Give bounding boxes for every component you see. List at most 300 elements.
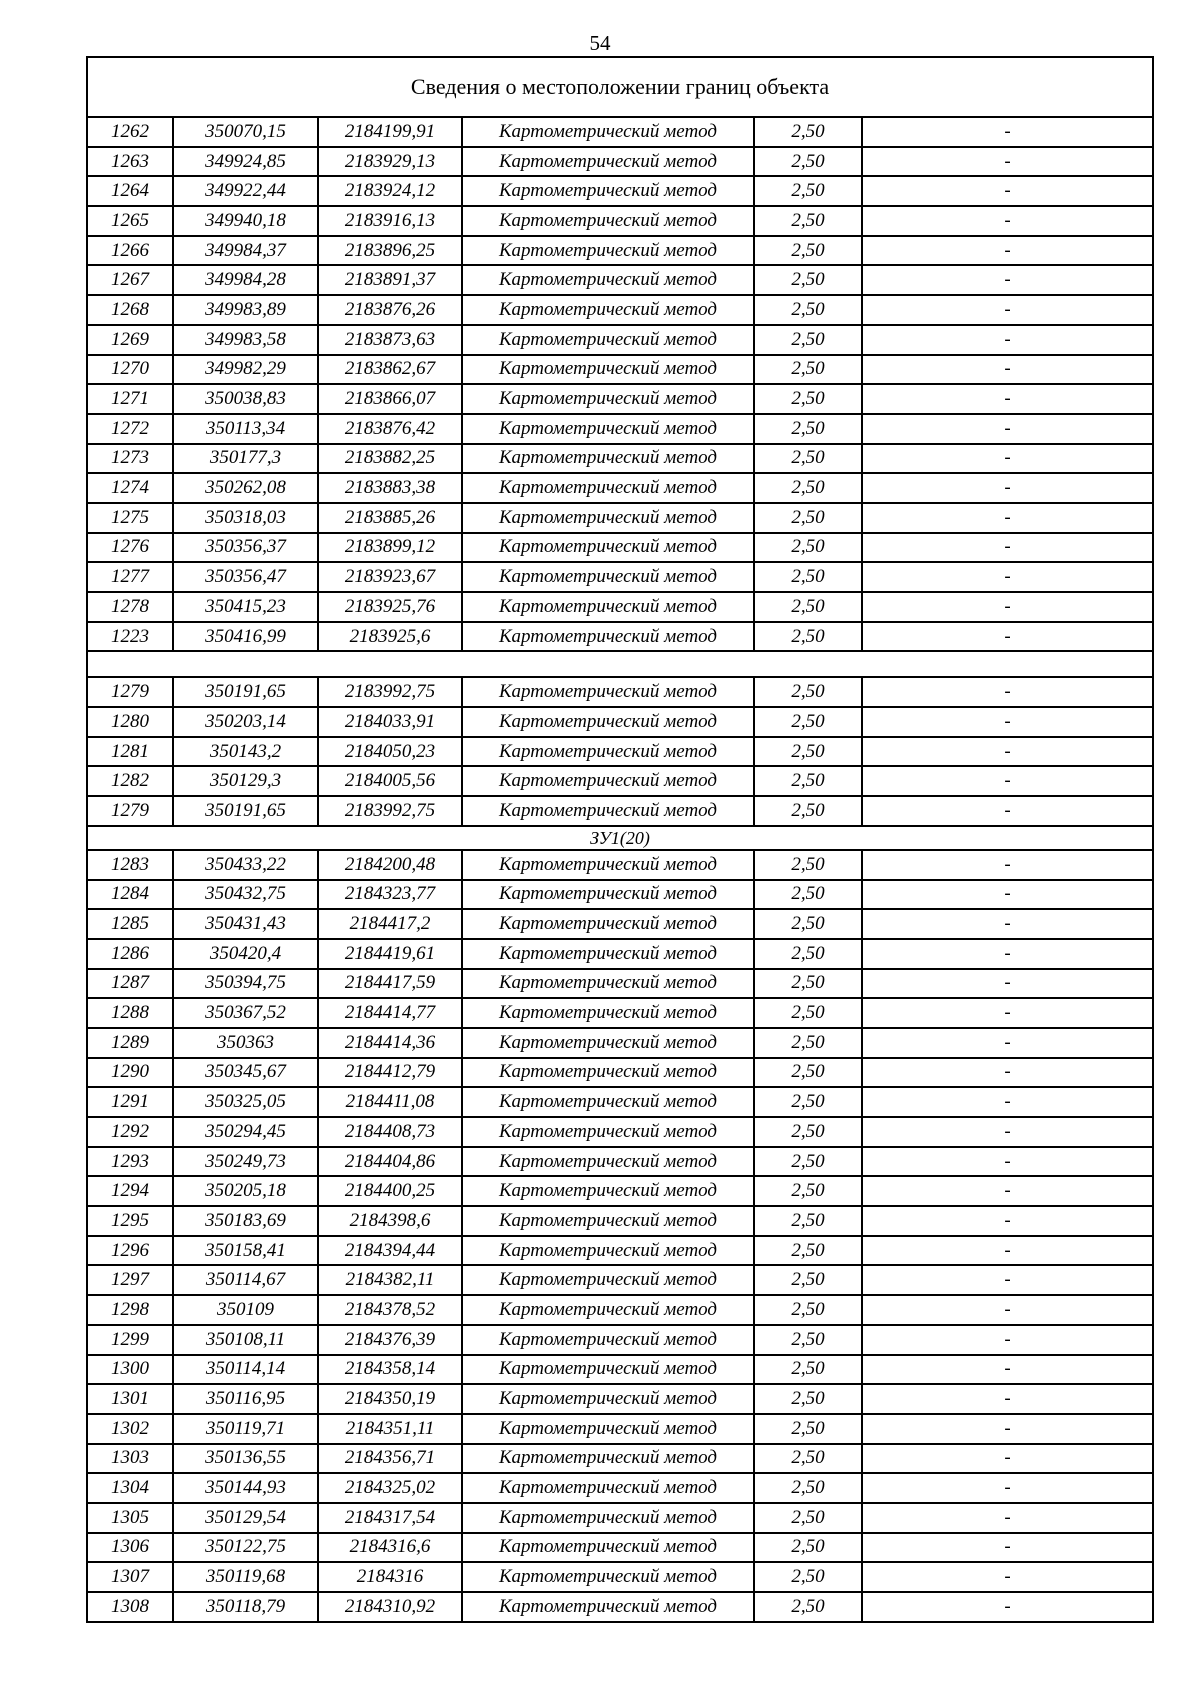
- point-number-cell: 1264: [87, 176, 173, 206]
- x-coordinate-cell: 350114,14: [173, 1355, 318, 1385]
- method-cell: Картометрический метод: [462, 1265, 754, 1295]
- table-row: [87, 562, 1153, 592]
- accuracy-cell: 2,50: [754, 1295, 862, 1325]
- y-coordinate-cell: 2184414,77: [318, 998, 462, 1028]
- method-cell: Картометрический метод: [462, 503, 754, 533]
- x-coordinate-cell: 350129,54: [173, 1503, 318, 1533]
- accuracy-cell: 2,50: [754, 206, 862, 236]
- description-cell: -: [862, 265, 1153, 295]
- accuracy-cell: 2,50: [754, 325, 862, 355]
- point-number-cell: 1293: [87, 1147, 173, 1177]
- description-cell: -: [862, 1147, 1153, 1177]
- table-row: [87, 1473, 1153, 1503]
- y-coordinate-cell: 2183891,37: [318, 265, 462, 295]
- description-cell: -: [862, 384, 1153, 414]
- y-coordinate-cell: 2184417,59: [318, 969, 462, 999]
- description-cell: -: [862, 622, 1153, 652]
- description-cell: -: [862, 444, 1153, 474]
- table-row: [87, 1384, 1153, 1414]
- method-cell: Картометрический метод: [462, 562, 754, 592]
- table-row: [87, 1176, 1153, 1206]
- y-coordinate-cell: 2184404,86: [318, 1147, 462, 1177]
- x-coordinate-cell: 349984,37: [173, 236, 318, 266]
- x-coordinate-cell: 350119,68: [173, 1562, 318, 1592]
- y-coordinate-cell: 2184317,54: [318, 1503, 462, 1533]
- method-cell: Картометрический метод: [462, 1355, 754, 1385]
- description-cell: -: [862, 1562, 1153, 1592]
- description-cell: -: [862, 1295, 1153, 1325]
- point-number-cell: 1279: [87, 796, 173, 826]
- table-row: [87, 295, 1153, 325]
- description-cell: -: [862, 147, 1153, 177]
- x-coordinate-cell: 350119,71: [173, 1414, 318, 1444]
- point-number-cell: 1270: [87, 355, 173, 385]
- table-row: [87, 414, 1153, 444]
- accuracy-cell: 2,50: [754, 1473, 862, 1503]
- method-cell: Картометрический метод: [462, 592, 754, 622]
- y-coordinate-cell: 2184408,73: [318, 1117, 462, 1147]
- accuracy-cell: 2,50: [754, 562, 862, 592]
- table-row: [87, 1028, 1153, 1058]
- table-row: [87, 1087, 1153, 1117]
- x-coordinate-cell: 350113,34: [173, 414, 318, 444]
- y-coordinate-cell: 2184316,6: [318, 1533, 462, 1563]
- y-coordinate-cell: 2184400,25: [318, 1176, 462, 1206]
- method-cell: Картометрический метод: [462, 265, 754, 295]
- table-row: [87, 622, 1153, 652]
- method-cell: Картометрический метод: [462, 1236, 754, 1266]
- y-coordinate-cell: 2184310,92: [318, 1592, 462, 1622]
- y-coordinate-cell: 2184199,91: [318, 117, 462, 147]
- x-coordinate-cell: 350144,93: [173, 1473, 318, 1503]
- method-cell: Картометрический метод: [462, 1414, 754, 1444]
- accuracy-cell: 2,50: [754, 533, 862, 563]
- accuracy-cell: 2,50: [754, 1058, 862, 1088]
- x-coordinate-cell: 350415,23: [173, 592, 318, 622]
- table-row: [87, 1058, 1153, 1088]
- table-row: [87, 737, 1153, 767]
- method-cell: Картометрический метод: [462, 1503, 754, 1533]
- y-coordinate-cell: 2183925,6: [318, 622, 462, 652]
- y-coordinate-cell: 2184356,71: [318, 1444, 462, 1474]
- point-number-cell: 1271: [87, 384, 173, 414]
- description-cell: -: [862, 737, 1153, 767]
- description-cell: -: [862, 176, 1153, 206]
- x-coordinate-cell: 349940,18: [173, 206, 318, 236]
- description-cell: -: [862, 1206, 1153, 1236]
- x-coordinate-cell: 350367,52: [173, 998, 318, 1028]
- method-cell: Картометрический метод: [462, 1176, 754, 1206]
- point-number-cell: 1301: [87, 1384, 173, 1414]
- table-row: [87, 176, 1153, 206]
- point-number-cell: 1290: [87, 1058, 173, 1088]
- table-row: [87, 384, 1153, 414]
- description-cell: -: [862, 355, 1153, 385]
- method-cell: Картометрический метод: [462, 1384, 754, 1414]
- table-row: [87, 1206, 1153, 1236]
- method-cell: Картометрический метод: [462, 707, 754, 737]
- method-cell: Картометрический метод: [462, 1058, 754, 1088]
- y-coordinate-cell: 2183866,07: [318, 384, 462, 414]
- table-row: [87, 707, 1153, 737]
- y-coordinate-cell: 2184382,11: [318, 1265, 462, 1295]
- description-cell: -: [862, 1236, 1153, 1266]
- point-number-cell: 1305: [87, 1503, 173, 1533]
- table-row: [87, 236, 1153, 266]
- description-cell: -: [862, 766, 1153, 796]
- accuracy-cell: 2,50: [754, 1087, 862, 1117]
- point-number-cell: 1297: [87, 1265, 173, 1295]
- y-coordinate-cell: 2183876,42: [318, 414, 462, 444]
- accuracy-cell: 2,50: [754, 444, 862, 474]
- accuracy-cell: 2,50: [754, 677, 862, 707]
- point-number-cell: 1282: [87, 766, 173, 796]
- accuracy-cell: 2,50: [754, 707, 862, 737]
- table-row: [87, 1236, 1153, 1266]
- point-number-cell: 1274: [87, 473, 173, 503]
- accuracy-cell: 2,50: [754, 998, 862, 1028]
- method-cell: Картометрический метод: [462, 677, 754, 707]
- x-coordinate-cell: 350363: [173, 1028, 318, 1058]
- description-cell: -: [862, 503, 1153, 533]
- y-coordinate-cell: 2184351,11: [318, 1414, 462, 1444]
- accuracy-cell: 2,50: [754, 909, 862, 939]
- y-coordinate-cell: 2183924,12: [318, 176, 462, 206]
- description-cell: -: [862, 1058, 1153, 1088]
- y-coordinate-cell: 2183873,63: [318, 325, 462, 355]
- description-cell: -: [862, 1384, 1153, 1414]
- y-coordinate-cell: 2184412,79: [318, 1058, 462, 1088]
- description-cell: -: [862, 562, 1153, 592]
- description-cell: -: [862, 1176, 1153, 1206]
- table-row: [87, 766, 1153, 796]
- y-coordinate-cell: 2184378,52: [318, 1295, 462, 1325]
- x-coordinate-cell: 350114,67: [173, 1265, 318, 1295]
- description-cell: -: [862, 850, 1153, 880]
- x-coordinate-cell: 350345,67: [173, 1058, 318, 1088]
- method-cell: Картометрический метод: [462, 622, 754, 652]
- description-cell: -: [862, 1473, 1153, 1503]
- accuracy-cell: 2,50: [754, 1265, 862, 1295]
- y-coordinate-cell: 2184414,36: [318, 1028, 462, 1058]
- description-cell: -: [862, 880, 1153, 910]
- table-row: [87, 503, 1153, 533]
- description-cell: -: [862, 1355, 1153, 1385]
- accuracy-cell: 2,50: [754, 1206, 862, 1236]
- accuracy-cell: 2,50: [754, 1236, 862, 1266]
- y-coordinate-cell: 2184033,91: [318, 707, 462, 737]
- separator-cell: [87, 651, 1153, 677]
- table-row: [87, 880, 1153, 910]
- point-number-cell: 1267: [87, 265, 173, 295]
- x-coordinate-cell: 350416,99: [173, 622, 318, 652]
- table-row: [87, 1503, 1153, 1533]
- x-coordinate-cell: 350136,55: [173, 1444, 318, 1474]
- method-cell: Картометрический метод: [462, 147, 754, 177]
- y-coordinate-cell: 2184350,19: [318, 1384, 462, 1414]
- table-row: [87, 1147, 1153, 1177]
- x-coordinate-cell: 350205,18: [173, 1176, 318, 1206]
- table-row: [87, 1562, 1153, 1592]
- x-coordinate-cell: 350122,75: [173, 1533, 318, 1563]
- x-coordinate-cell: 350432,75: [173, 880, 318, 910]
- point-number-cell: 1302: [87, 1414, 173, 1444]
- method-cell: Картометрический метод: [462, 939, 754, 969]
- x-coordinate-cell: 349924,85: [173, 147, 318, 177]
- method-cell: Картометрический метод: [462, 766, 754, 796]
- y-coordinate-cell: 2183992,75: [318, 796, 462, 826]
- x-coordinate-cell: 350356,37: [173, 533, 318, 563]
- accuracy-cell: 2,50: [754, 473, 862, 503]
- method-cell: Картометрический метод: [462, 1087, 754, 1117]
- x-coordinate-cell: 350177,3: [173, 444, 318, 474]
- y-coordinate-cell: 2184417,2: [318, 909, 462, 939]
- table-row: [87, 1533, 1153, 1563]
- method-cell: Картометрический метод: [462, 384, 754, 414]
- description-cell: -: [862, 1414, 1153, 1444]
- table-row: [87, 939, 1153, 969]
- y-coordinate-cell: 2183923,67: [318, 562, 462, 592]
- point-number-cell: 1223: [87, 622, 173, 652]
- y-coordinate-cell: 2183899,12: [318, 533, 462, 563]
- point-number-cell: 1304: [87, 1473, 173, 1503]
- point-number-cell: 1298: [87, 1295, 173, 1325]
- y-coordinate-cell: 2183925,76: [318, 592, 462, 622]
- description-cell: -: [862, 1444, 1153, 1474]
- point-number-cell: 1268: [87, 295, 173, 325]
- point-number-cell: 1276: [87, 533, 173, 563]
- point-number-cell: 1291: [87, 1087, 173, 1117]
- y-coordinate-cell: 2184358,14: [318, 1355, 462, 1385]
- x-coordinate-cell: 350356,47: [173, 562, 318, 592]
- x-coordinate-cell: 350262,08: [173, 473, 318, 503]
- y-coordinate-cell: 2184050,23: [318, 737, 462, 767]
- x-coordinate-cell: 349922,44: [173, 176, 318, 206]
- accuracy-cell: 2,50: [754, 1028, 862, 1058]
- method-cell: Картометрический метод: [462, 1444, 754, 1474]
- point-number-cell: 1308: [87, 1592, 173, 1622]
- description-cell: -: [862, 1503, 1153, 1533]
- x-coordinate-cell: 350109: [173, 1295, 318, 1325]
- point-number-cell: 1289: [87, 1028, 173, 1058]
- accuracy-cell: 2,50: [754, 1384, 862, 1414]
- accuracy-cell: 2,50: [754, 969, 862, 999]
- table-row: [87, 998, 1153, 1028]
- y-coordinate-cell: 2184323,77: [318, 880, 462, 910]
- accuracy-cell: 2,50: [754, 850, 862, 880]
- accuracy-cell: 2,50: [754, 355, 862, 385]
- table-row: [87, 796, 1153, 826]
- point-number-cell: 1296: [87, 1236, 173, 1266]
- table-row: [87, 1325, 1153, 1355]
- accuracy-cell: 2,50: [754, 295, 862, 325]
- description-cell: -: [862, 796, 1153, 826]
- method-cell: Картометрический метод: [462, 850, 754, 880]
- y-coordinate-cell: 2184316: [318, 1562, 462, 1592]
- description-cell: -: [862, 677, 1153, 707]
- section-label: ЗУ1(20): [87, 826, 1153, 850]
- y-coordinate-cell: 2184411,08: [318, 1087, 462, 1117]
- accuracy-cell: 2,50: [754, 880, 862, 910]
- y-coordinate-cell: 2184398,6: [318, 1206, 462, 1236]
- method-cell: Картометрический метод: [462, 909, 754, 939]
- separator-row: [87, 651, 1153, 677]
- method-cell: Картометрический метод: [462, 1325, 754, 1355]
- description-cell: -: [862, 998, 1153, 1028]
- point-number-cell: 1306: [87, 1533, 173, 1563]
- table-row: [87, 147, 1153, 177]
- point-number-cell: 1266: [87, 236, 173, 266]
- description-cell: -: [862, 206, 1153, 236]
- table-row: [87, 1592, 1153, 1622]
- table-title: Сведения о местоположении границ объекта: [87, 57, 1153, 117]
- x-coordinate-cell: 350191,65: [173, 677, 318, 707]
- point-number-cell: 1281: [87, 737, 173, 767]
- accuracy-cell: 2,50: [754, 766, 862, 796]
- point-number-cell: 1279: [87, 677, 173, 707]
- x-coordinate-cell: 350433,22: [173, 850, 318, 880]
- accuracy-cell: 2,50: [754, 939, 862, 969]
- y-coordinate-cell: 2183992,75: [318, 677, 462, 707]
- method-cell: Картометрический метод: [462, 1592, 754, 1622]
- x-coordinate-cell: 349984,28: [173, 265, 318, 295]
- page-number: 54: [589, 31, 611, 55]
- table-row: [87, 533, 1153, 563]
- table-row: [87, 473, 1153, 503]
- x-coordinate-cell: 350325,05: [173, 1087, 318, 1117]
- accuracy-cell: 2,50: [754, 1147, 862, 1177]
- table-row: [87, 850, 1153, 880]
- point-number-cell: 1286: [87, 939, 173, 969]
- method-cell: Картометрический метод: [462, 1533, 754, 1563]
- method-cell: Картометрический метод: [462, 206, 754, 236]
- method-cell: Картометрический метод: [462, 325, 754, 355]
- method-cell: Картометрический метод: [462, 444, 754, 474]
- x-coordinate-cell: 350118,79: [173, 1592, 318, 1622]
- x-coordinate-cell: 350318,03: [173, 503, 318, 533]
- point-number-cell: 1303: [87, 1444, 173, 1474]
- y-coordinate-cell: 2184376,39: [318, 1325, 462, 1355]
- table-row: [87, 1444, 1153, 1474]
- method-cell: Картометрический метод: [462, 1028, 754, 1058]
- table-row: [87, 117, 1153, 147]
- description-cell: -: [862, 295, 1153, 325]
- accuracy-cell: 2,50: [754, 1117, 862, 1147]
- y-coordinate-cell: 2183882,25: [318, 444, 462, 474]
- description-cell: -: [862, 414, 1153, 444]
- description-cell: -: [862, 1028, 1153, 1058]
- x-coordinate-cell: 350108,11: [173, 1325, 318, 1355]
- point-number-cell: 1285: [87, 909, 173, 939]
- table-row: [87, 206, 1153, 236]
- point-number-cell: 1299: [87, 1325, 173, 1355]
- method-cell: Картометрический метод: [462, 1473, 754, 1503]
- description-cell: -: [862, 325, 1153, 355]
- point-number-cell: 1280: [87, 707, 173, 737]
- description-cell: -: [862, 1592, 1153, 1622]
- table-row: [87, 1117, 1153, 1147]
- y-coordinate-cell: 2184394,44: [318, 1236, 462, 1266]
- point-number-cell: 1288: [87, 998, 173, 1028]
- table-row: [87, 969, 1153, 999]
- x-coordinate-cell: 350183,69: [173, 1206, 318, 1236]
- description-cell: -: [862, 1117, 1153, 1147]
- description-cell: -: [862, 1265, 1153, 1295]
- accuracy-cell: 2,50: [754, 147, 862, 177]
- accuracy-cell: 2,50: [754, 622, 862, 652]
- y-coordinate-cell: 2183883,38: [318, 473, 462, 503]
- accuracy-cell: 2,50: [754, 592, 862, 622]
- description-cell: -: [862, 473, 1153, 503]
- boundary-table: [86, 56, 1154, 1623]
- x-coordinate-cell: 350116,95: [173, 1384, 318, 1414]
- accuracy-cell: 2,50: [754, 414, 862, 444]
- y-coordinate-cell: 2183885,26: [318, 503, 462, 533]
- description-cell: -: [862, 1533, 1153, 1563]
- y-coordinate-cell: 2183916,13: [318, 206, 462, 236]
- accuracy-cell: 2,50: [754, 1444, 862, 1474]
- accuracy-cell: 2,50: [754, 176, 862, 206]
- x-coordinate-cell: 350394,75: [173, 969, 318, 999]
- method-cell: Картометрический метод: [462, 1295, 754, 1325]
- x-coordinate-cell: 350038,83: [173, 384, 318, 414]
- table-title-row: [87, 57, 1153, 117]
- point-number-cell: 1273: [87, 444, 173, 474]
- point-number-cell: 1277: [87, 562, 173, 592]
- x-coordinate-cell: 350294,45: [173, 1117, 318, 1147]
- point-number-cell: 1275: [87, 503, 173, 533]
- table-row: [87, 1355, 1153, 1385]
- method-cell: Картометрический метод: [462, 880, 754, 910]
- point-number-cell: 1294: [87, 1176, 173, 1206]
- x-coordinate-cell: 350191,65: [173, 796, 318, 826]
- accuracy-cell: 2,50: [754, 1355, 862, 1385]
- y-coordinate-cell: 2184419,61: [318, 939, 462, 969]
- table-row: [87, 677, 1153, 707]
- point-number-cell: 1292: [87, 1117, 173, 1147]
- accuracy-cell: 2,50: [754, 737, 862, 767]
- accuracy-cell: 2,50: [754, 1325, 862, 1355]
- method-cell: Картометрический метод: [462, 295, 754, 325]
- table-row: [87, 265, 1153, 295]
- method-cell: Картометрический метод: [462, 414, 754, 444]
- accuracy-cell: 2,50: [754, 1503, 862, 1533]
- description-cell: -: [862, 707, 1153, 737]
- accuracy-cell: 2,50: [754, 1176, 862, 1206]
- point-number-cell: 1263: [87, 147, 173, 177]
- point-number-cell: 1272: [87, 414, 173, 444]
- method-cell: Картометрический метод: [462, 1562, 754, 1592]
- accuracy-cell: 2,50: [754, 796, 862, 826]
- accuracy-cell: 2,50: [754, 117, 862, 147]
- description-cell: -: [862, 533, 1153, 563]
- method-cell: Картометрический метод: [462, 355, 754, 385]
- method-cell: Картометрический метод: [462, 1206, 754, 1236]
- x-coordinate-cell: 350420,4: [173, 939, 318, 969]
- method-cell: Картометрический метод: [462, 176, 754, 206]
- accuracy-cell: 2,50: [754, 1562, 862, 1592]
- y-coordinate-cell: 2183929,13: [318, 147, 462, 177]
- y-coordinate-cell: 2183862,67: [318, 355, 462, 385]
- table-row: [87, 1295, 1153, 1325]
- x-coordinate-cell: 349983,58: [173, 325, 318, 355]
- y-coordinate-cell: 2183876,26: [318, 295, 462, 325]
- accuracy-cell: 2,50: [754, 236, 862, 266]
- point-number-cell: 1265: [87, 206, 173, 236]
- method-cell: Картометрический метод: [462, 1147, 754, 1177]
- description-cell: -: [862, 1325, 1153, 1355]
- accuracy-cell: 2,50: [754, 265, 862, 295]
